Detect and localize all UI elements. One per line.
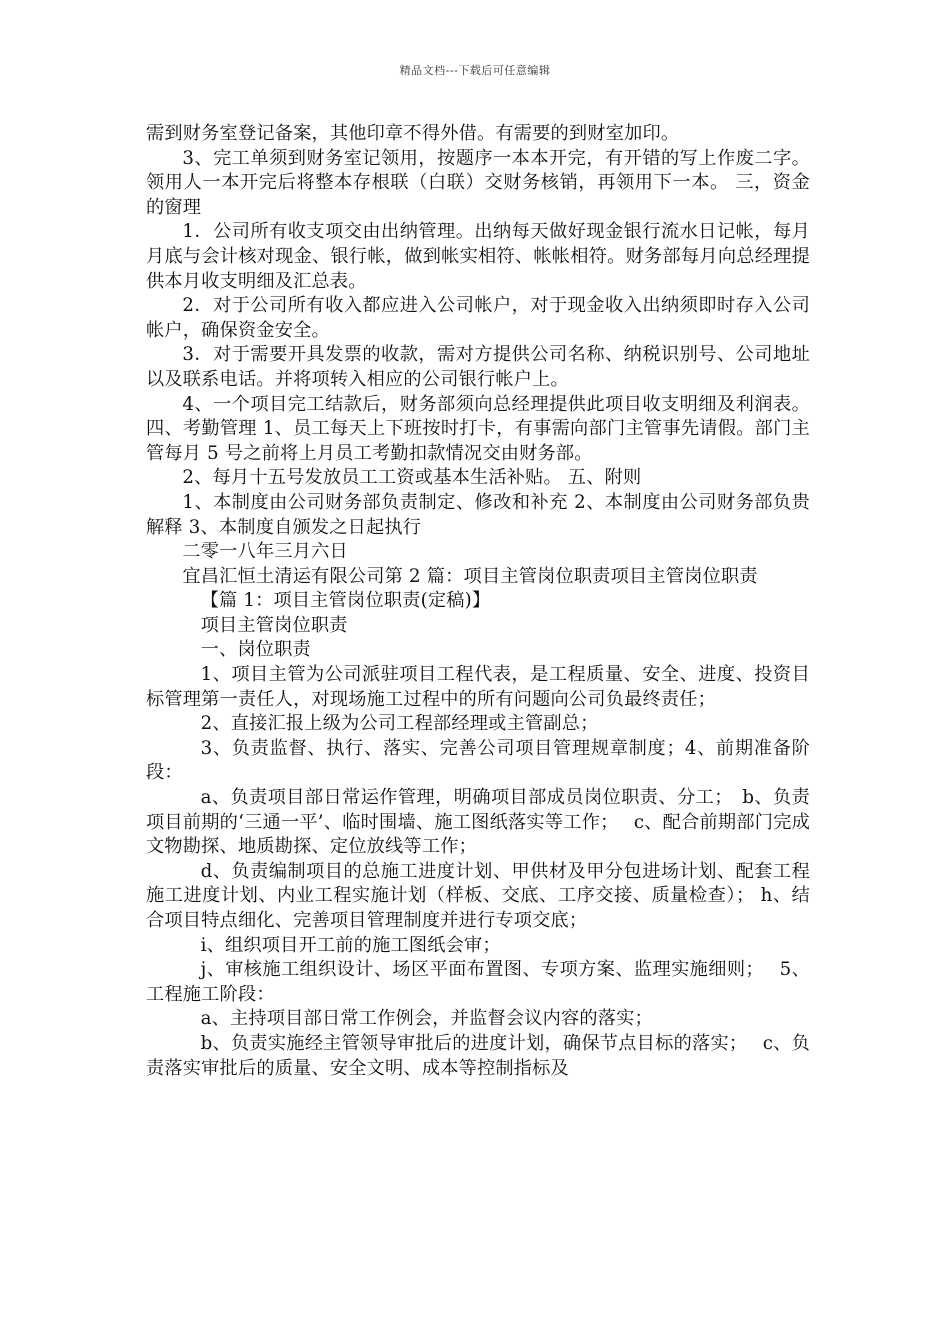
document-body bbox=[146, 122, 810, 1081]
paragraph: 2、直接汇报上级为公司工程部经理或主管副总； bbox=[200, 713, 599, 735]
paragraph: i、组织项目开工前的施工图纸会审； bbox=[200, 934, 501, 956]
paragraph: 1．公司所有收支项交由出纳管理。出纳每天做好现金银行流水日记帐，每月月底与会计核对现金、银行帐，做到帐实相符、帐帐相符。财务部每月向总经理提供本月收支明细及汇总表。 bbox=[146, 221, 810, 292]
paragraph: 2．对于公司所有收入都应进入公司帐户，对于现金收入出纳须即时存入公司帐户，确保资金安全。 bbox=[146, 295, 810, 341]
subsection-title: 【篇 1：项目主管岗位职责(定稿)】 bbox=[200, 590, 491, 612]
paragraph: 1、项目主管为公司派驻项目工程代表，是工程质量、安全、进度、投资目标管理第一责任人，对现场施工过程中的所有问题向公司负最终责任； bbox=[146, 664, 810, 710]
paragraph: 3．对于需要开具发票的收款，需对方提供公司名称、纳税识别号、公司地址以及联系电话。并将项转入相应的公司银行帐户上。 bbox=[146, 344, 810, 390]
section-title: 宜昌汇恒土清运有限公司第 2 篇：项目主管岗位职责项目主管岗位职责 bbox=[182, 565, 758, 587]
paragraph: 3、完工单须到财务室记领用，按题序一本本开完，有开错的写上作废二字。领用人一本开完后将整本存根联（白联）交财务核销，再领用下一本。 三，资金的窗理 bbox=[146, 147, 810, 218]
subsection-heading: 一、岗位职责 bbox=[200, 639, 311, 661]
paragraph: j、审核施工组织设计、场区平面布置图、专项方案、监理实施细则； 5、工程施工阶段： bbox=[146, 959, 810, 1005]
subsection-heading: 项目主管岗位职责 bbox=[200, 614, 348, 636]
paragraph: a、负责项目部日常运作管理，明确项目部成员岗位职责、分工； b、负责项目前期的‘三通一平’、临时围墙、施工图纸落实等工作； c、配合前期部门完成文物勘探、地质勘探、定位放线等工作； bbox=[146, 787, 810, 858]
paragraph: 2、每月十五号发放员工工资或基本生活补贴。 五、附则 bbox=[182, 467, 642, 489]
paragraph: 需到财务室登记备案，其他印章不得外借。有需要的到财室加印。 bbox=[146, 123, 680, 144]
paragraph: a、主持项目部日常工作例会，并监督会议内容的落实； bbox=[200, 1008, 653, 1030]
paragraph: 1、本制度由公司财务部负责制定、修改和补充 2、本制度由公司财务部负贵解释 3、本制度自颁发之日起执行 bbox=[146, 491, 810, 538]
paragraph: 4、一个项目完工结款后，财务部须向总经理提供此项目收支明细及利润表。 四、考勤管理 1、员工每天上下班按时打卡，有事需向部门主管事先请假。部门主管每月 5 号之前将上月员工考勤扣款情况交由财务部。 bbox=[146, 393, 810, 464]
page-header: 精品文档---下载后可任意编辑 bbox=[399, 64, 551, 77]
paragraph: 3、负责监督、执行、落实、完善公司项目管理规章制度；4、前期准备阶段： bbox=[146, 737, 810, 784]
paragraph: b、负责实施经主管领导审批后的进度计划，确保节点目标的落实； c、负责落实审批后的质量、安全文明、成本等控制指标及 bbox=[146, 1032, 810, 1079]
paragraph: d、负责编制项目的总施工进度计划、甲供材及甲分包进场计划、配套工程施工进度计划、内业工程实施计划（样板、交底、工序交接、质量检查）； h、结合项目特点细化、完善项目管理制度并进行专项交底； bbox=[146, 860, 810, 931]
date-line: 二零一八年三月六日 bbox=[182, 541, 348, 563]
